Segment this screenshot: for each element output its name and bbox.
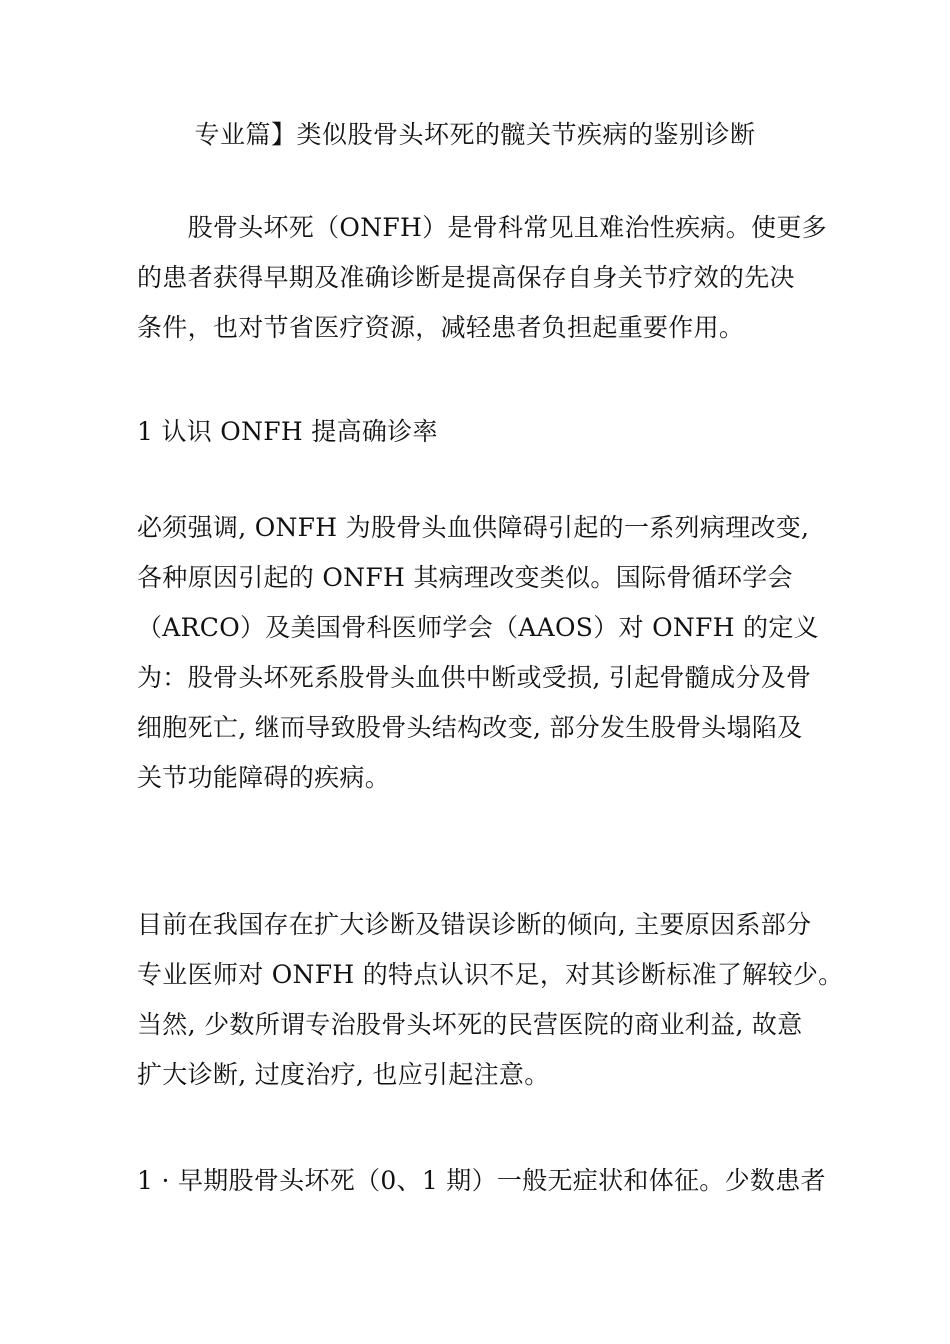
- definition-line: 细胞死亡, 继而导致股骨头结构改变, 部分发生股骨头塌陷及: [137, 713, 803, 742]
- intro-line: 条件，也对节省医疗资源，减轻患者负担起重要作用。: [137, 313, 745, 342]
- current-line: 扩大诊断, 过度治疗, 也应引起注意。: [137, 1060, 550, 1089]
- intro-line: 股骨头坏死（ONFH）是骨科常见且难治性疾病。使更多: [137, 213, 827, 242]
- section-heading: [137, 407, 827, 457]
- early-stage-paragraph: [137, 1156, 827, 1206]
- current-situation-paragraph: [137, 900, 844, 1100]
- definition-line: 各种原因引起的 ONFH 其病理改变类似。国际骨循环学会: [137, 563, 793, 592]
- definition-line: （ARCO）及美国骨科医师学会（AAOS）对 ONFH 的定义: [137, 613, 819, 642]
- current-line: 当然, 少数所谓专治股骨头坏死的民营医院的商业利益, 故意: [137, 1010, 803, 1039]
- intro-paragraph: [137, 203, 827, 353]
- current-line: 专业医师对 ONFH 的特点认识不足，对其诊断标准了解较少。: [137, 960, 844, 989]
- section-heading-text: 1 认识 ONFH 提高确诊率: [137, 417, 438, 446]
- definition-line: 关节功能障碍的疾病。: [137, 763, 391, 792]
- intro-line: 的患者获得早期及准确诊断是提高保存自身关节疗效的先决: [137, 263, 795, 292]
- current-line: 目前在我国存在扩大诊断及错误诊断的倾向, 主要原因系部分: [137, 910, 812, 939]
- definition-line: 为：股骨头坏死系股骨头血供中断或受损, 引起骨髓成分及骨: [137, 663, 812, 692]
- definition-line: 必须强调, ONFH 为股骨头血供障碍引起的一系列病理改变,: [137, 513, 810, 542]
- early-line: 1 · 早期股骨头坏死（0、1 期）一般无症状和体征。少数患者: [137, 1166, 826, 1195]
- definition-paragraph: [137, 503, 827, 803]
- document-title: 专业篇】类似股骨头坏死的髋关节疾病的鉴别诊断: [194, 120, 756, 149]
